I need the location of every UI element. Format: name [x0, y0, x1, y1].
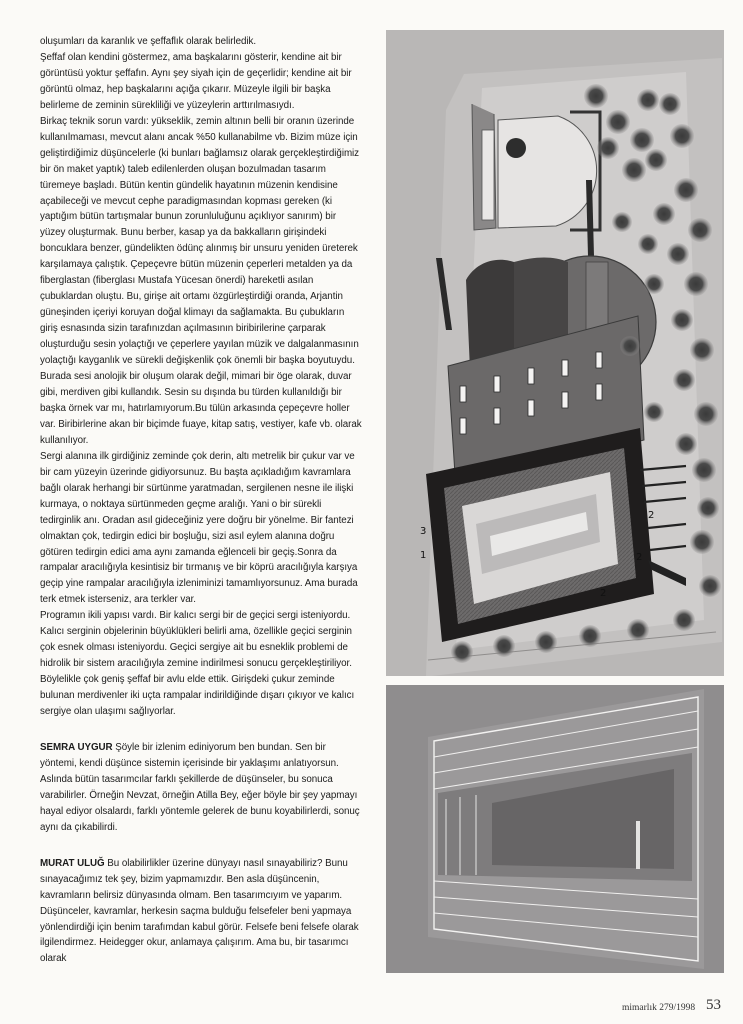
plan-label: 2 [600, 588, 607, 599]
article-text-column [40, 34, 362, 967]
interview-turn [40, 740, 362, 836]
section-figure [386, 685, 724, 973]
paragraph-spacer [40, 836, 362, 856]
interview-turn [40, 856, 362, 968]
plan-label: 3 [420, 526, 427, 537]
body-paragraph: Programın ikili yapısı vardı. Bir kalıcı sergi bir de geçici sergi isteniyordu. Kalıcı serginin objelerinin büyüklükleri belirli ama, özellikle geçici serginin çok esnek olması isteniyordu. Geçici sergiye ait bu esneklik problemi de hidrolik bir sistem aracılığıyla zemine indirilmesi sonucu gerçekleştiriliyor. Böylelikle çok geniş şeffaf bir avlu elde ettik. Girişdeki çukur zeminde bulunan merdivenler iki uçta rampalar indirildiğinde dışarı çıkıyor ve kalıcı sergiye olan ulaşımı sağlıyorlar. [40, 610, 355, 718]
section-detail [636, 821, 640, 869]
plan-label: 2 [648, 510, 655, 521]
body-paragraph: oluşumları da karanlık ve şeffaflık olarak belirledik. [40, 36, 257, 47]
speaker-name: MURAT ULUĞ [40, 857, 105, 869]
paragraph-spacer [40, 720, 362, 740]
site-plan-figure [386, 30, 724, 676]
speaker-name: SEMRA UYGUR [40, 741, 113, 753]
speaker-text: Şöyle bir izlenim ediniyorum ben bundan. Sen bir yöntemi, kendi düşünce sistemin içerisinde bir yaklaşımı anlatıyorsun. Aslında bütün tasarımcılar farklı şekillerde de düşünseler, bu sonuca varabilirler. Örneğin Nevzat, örneğin Atilla Bey, eğer böyle bir şey yapmayı hayal ediyor olsalardı, farklı yöntemle gelerek de bunu koyabilirlerdi, sonuç aynı da çıkabilirdi. [40, 741, 360, 833]
body-paragraph: Sergi alanına ilk girdiğiniz zeminde çok derin, altı metrelik bir çukur var ve bir cam yüzeyin üzerinde gidiyorsunuz. Bu başta açıkladığım kavramlara bağlı olarak herhangi bir sürtünme yaratmadan, sergilenen nesne ile ilişki kurmaya, o noktaya sürtünmeden geçme aralığı. Yani o bir sürekli tedirginlik anı. Oradan asıl gideceğiniz yere doğru bir yönelme. Bir fantezi olmaktan çok, tedirgin edici bir boşluğu, sizi asıl eylem alanına doğru götüren tedirgin edici ama aynı zamanda eğlenceli bir geçiş.Sonra da rampalar aracılığıyla kesintisiz bir tırmanış ve bir köprü aracılığıyla karşıya geçip yine rampalar aracılığıyla izleniminizi tamamlıyorsunuz. Ama burada terk etmek isterseniz, ara terkler var. [40, 450, 358, 606]
monument-marker [506, 138, 526, 158]
plan-label: 2 [636, 552, 643, 563]
site-plan-drawing [386, 30, 724, 676]
section-drawing [386, 685, 724, 973]
speaker-text: Bu olabilirlikler üzerine dünyayı nasıl sınayabiliriz? Bunu sınayacağımız tek şey, bizim yapmamızdır. Ben asla düşüncenin, kavramların belirsiz dünyasında olmam. Ben tasarımcıyım ve yaparım. Düşünceler, kavramlar, herkesin saçma bulduğu felsefeler beni yapmaya yönlendirdiği için benim tarafımdan kabul görür. Felsefe beni felsefe olarak ilgilendirmez. Heidegger okur, anlamaya çalışırım. Ama bu, bir tasarımcı olarak [40, 857, 359, 965]
plan-label: 1 [420, 550, 427, 561]
publication-info: mimarlık 279/1998 [622, 1003, 696, 1013]
plan-room [482, 130, 494, 220]
page-footer [0, 997, 743, 1022]
body-paragraph: Şeffaf olan kendini göstermez, ama başkalarını gösterir, kendine ait bir görüntüsü yoktur şeffafın. Aynı şey siyah için de geçerlidir; kendine ait bir görüntü olmaz, hep başkalarını açığa çıkarır. Müzeyle ilgili bir başka belirleme de zeminin sürekliliği ve yüzeylerin arttırılmasıydı. [40, 51, 352, 111]
page-number: 53 [706, 997, 721, 1013]
body-paragraph: Birkaç teknik sorun vardı: yükseklik, zemin altının belli bir oranın üzerinde kullanılmaması, mevcut alanı ancak %50 kullanabilme vb. Bizim müze için geliştirdiğimiz düşüncelerle (ki bunları bağlamsız olarak gerçekleştirdiğimiz bir ön maket yaptık) taleb edilenlerden oluşan bozulmadan tasarım türemeye başladı. Bütün kentin gündelik hayatının müzenin kendisine açabileceği ve mevcut cephe paradigmasından kopması gereken (ki yaptığım bütün tartışmalar bunun zorunluluğunu açıklıyor sanırım) bir yüzey oluşturmak. Bunu berber, kasap ya da bakkalların girişindeki boncuklara benzer, gündelikten ödünç alınmış bir unsuru yeniden üreterek karşılamaya çalıştık. Çepeçevre bütün müzenin çeperleri metalden ya da fiberglastan (fiberglası Mustafa Yücesan önerdi) hareketli asılan çubuklardan oluştu. Bu, girişe ait ortamı özgürleştirdiği oranda, Arjantin güneşinden içeriyi koruyan doğal klimayı da sağlamakta. Bu çubukların giriş esnasında sizin tarafınızdan açılmasının biribirilerine çarparak oluşturduğu sesin yolaçtığı ve çeperlere yayılan müzik ve dalgalanmasının yolaçtığı kayganlık ve sürekli değişkenlik çok önemli bir başka boyutuydu. Burada sesi anolojik bir oluşum olarak değil, mimari bir öge olarak, duvar gibi, merdiven gibi kullandık. Sesin su dışında bu türden kullanıldığı bir başka örnek var mı, hatırlamıyorum.Bu tülün arkasında çepeçevre holler var. Biribirlerine akan bir biçimde fuaye, kitap satış, vestiyer, kafe vb. olarak kullanılıyor. [40, 115, 362, 446]
